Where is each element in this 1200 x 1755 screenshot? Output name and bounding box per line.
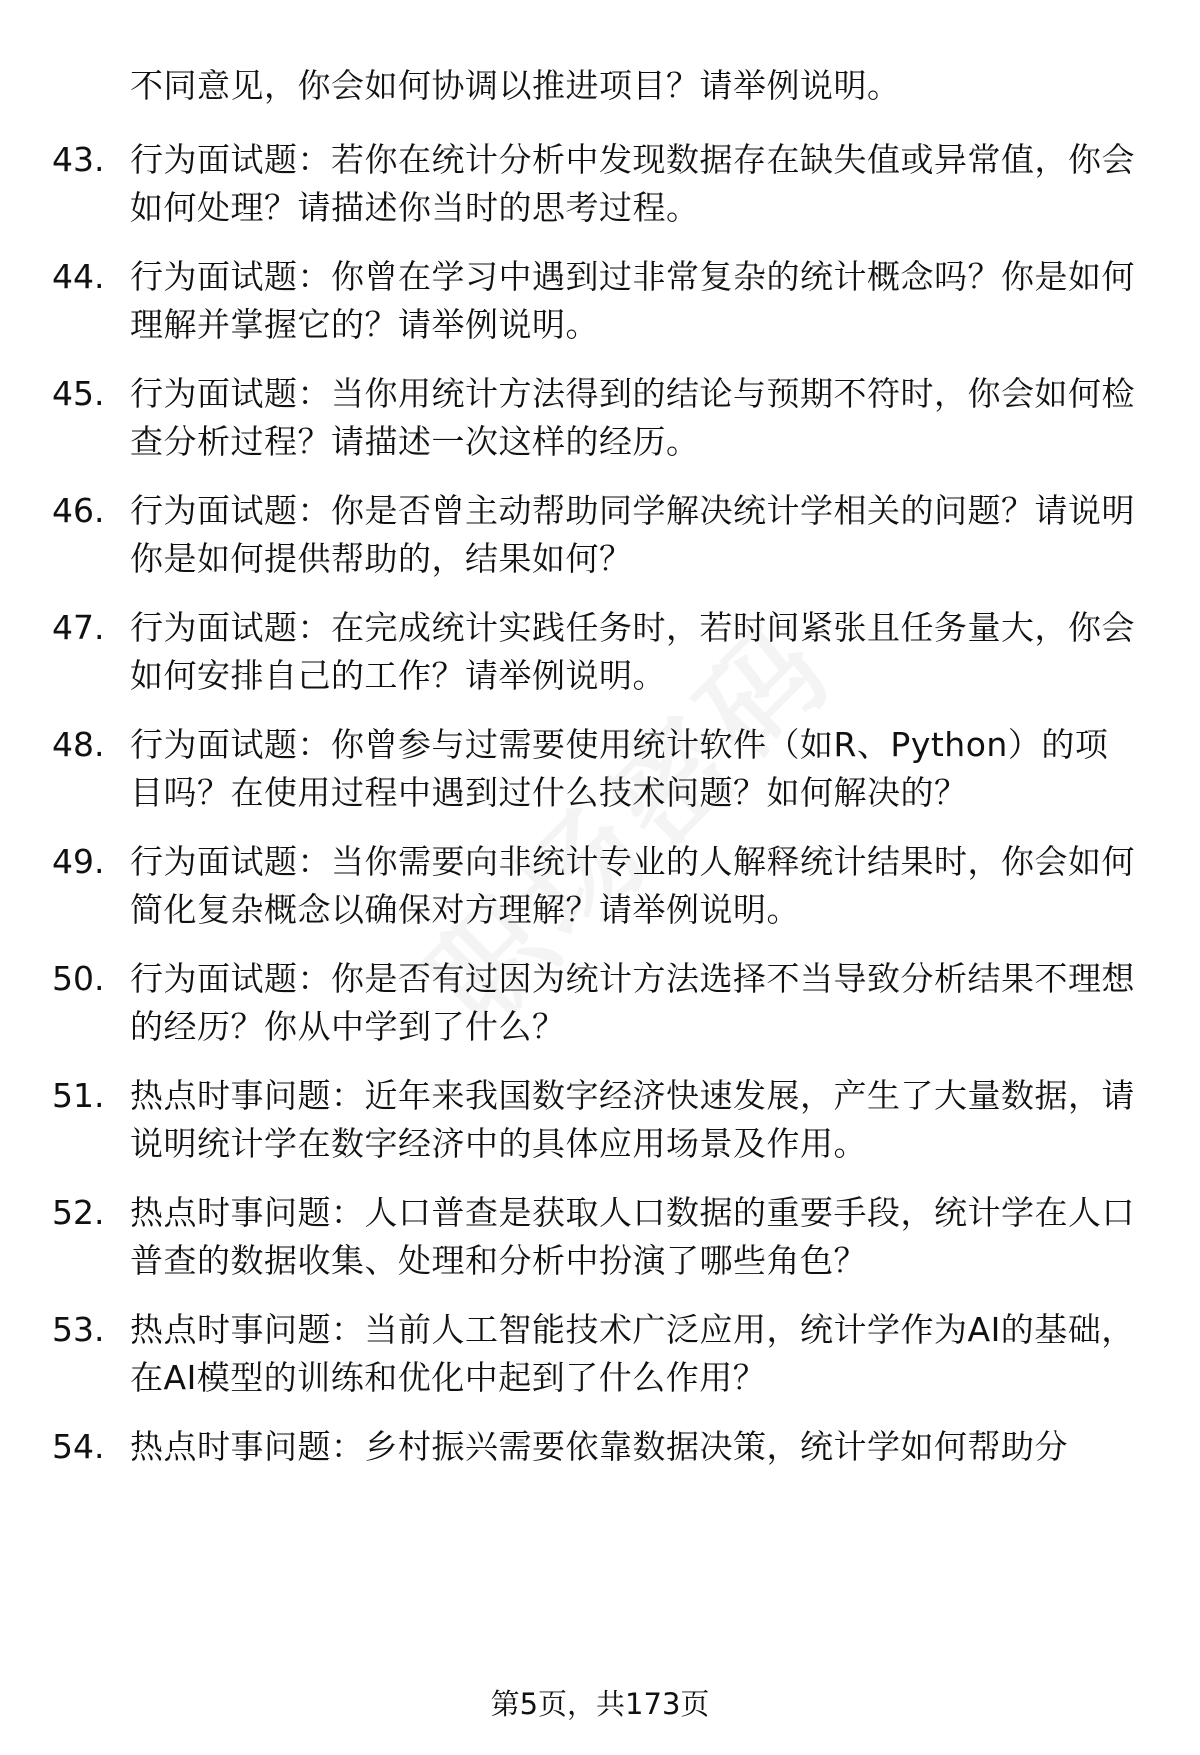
- item-number: 54.: [52, 1427, 105, 1466]
- item-text: 行为面试题：你是否有过因为统计方法选择不当导致分析结果不理想的经历？你从中学到了什么？: [130, 959, 1135, 1046]
- item-number: 45.: [52, 374, 105, 413]
- item-number: 46.: [52, 491, 105, 530]
- item-text: 热点时事问题：乡村振兴需要依靠数据决策，统计学如何帮助分: [130, 1427, 1068, 1466]
- item-text: 行为面试题：你是否曾主动帮助同学解决统计学相关的问题？请说明你是如何提供帮助的，结果如何？: [130, 491, 1135, 578]
- item-number: 53.: [52, 1310, 105, 1349]
- item-text: 行为面试题：当你需要向非统计专业的人解释统计结果时，你会如何简化复杂概念以确保对方理解？请举例说明。: [130, 842, 1135, 929]
- item-text: 行为面试题：当你用统计方法得到的结论与预期不符时，你会如何检查分析过程？请描述一次这样的经历。: [130, 374, 1135, 461]
- item-text: 行为面试题：在完成统计实践任务时，若时间紧张且任务量大，你会如何安排自己的工作？请举例说明。: [130, 608, 1135, 695]
- item-text: 热点时事问题：人口普查是获取人口数据的重要手段，统计学在人口普查的数据收集、处理和分析中扮演了哪些角色？: [130, 1193, 1135, 1280]
- item-text: 行为面试题：你曾参与过需要使用统计软件（如R、Python）的项目吗？在使用过程中遇到过什么技术问题？如何解决的？: [130, 725, 1109, 812]
- item-text: 行为面试题：你曾在学习中遇到过非常复杂的统计概念吗？你是如何理解并掌握它的？请举例说明。: [130, 257, 1135, 344]
- item-number: 43.: [52, 140, 105, 179]
- item-text: 行为面试题：若你在统计分析中发现数据存在缺失值或异常值，你会如何处理？请描述你当时的思考过程。: [130, 140, 1135, 227]
- item-number: 52.: [52, 1193, 105, 1232]
- item-number: 47.: [52, 608, 105, 647]
- item-number: 44.: [52, 257, 105, 296]
- item-number: 50.: [52, 959, 105, 998]
- item-number: 49.: [52, 842, 105, 881]
- item-number: 48.: [52, 725, 105, 764]
- continuation-text: 不同意见，你会如何协调以推进项目？请举例说明。: [130, 66, 901, 105]
- item-text: 热点时事问题：近年来我国数字经济快速发展，产生了大量数据，请说明统计学在数字经济中的具体应用场景及作用。: [130, 1076, 1135, 1163]
- page-footer: 第5页，共173页: [490, 1687, 710, 1721]
- item-text: 热点时事问题：当前人工智能技术广泛应用，统计学作为AI的基础，在AI模型的训练和优化中起到了什么作用？: [130, 1310, 1135, 1397]
- item-number: 51.: [52, 1076, 105, 1115]
